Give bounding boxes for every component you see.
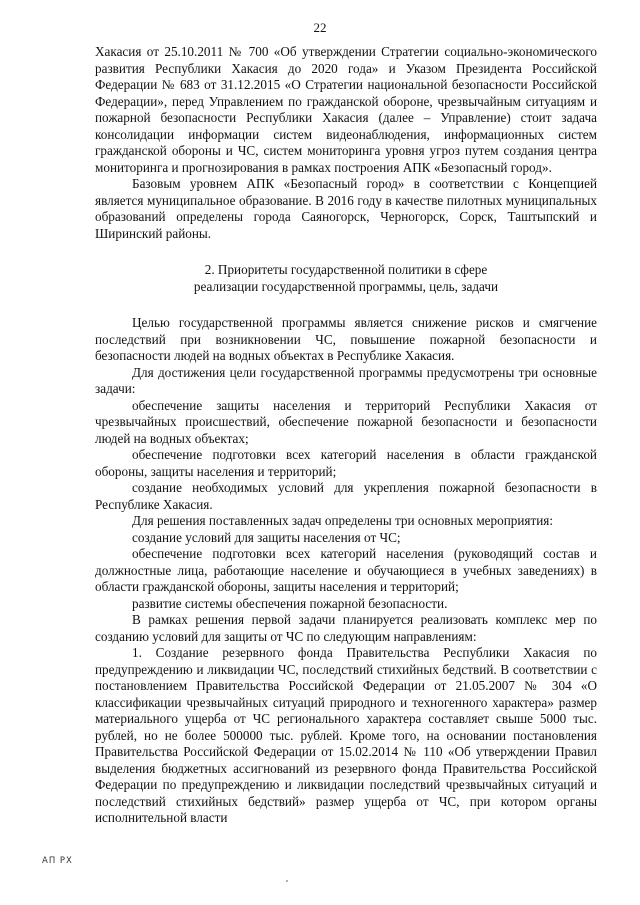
paragraph: Для решения поставленных задач определены три основных мероприятия: (132, 513, 554, 528)
list-item: обеспечение подготовки всех категорий населения в области гражданской обороны, защиты населения и территорий; (95, 447, 597, 479)
list-item: развитие системы обеспечения пожарной безопасности. (132, 595, 448, 611)
page-number: 22 (313, 20, 327, 35)
paragraph: Хакасия от 25.10.2011 № 700 «Об утверждении Стратегии социально-экономического развития Республики Хакасия до 2020 года» и Указом Президента Российской Федерации № 683 от 31.12.2015 «О Стратегии национальной безопасности Российской Федерации», перед Управлением по гражданской обороне, чрезвычайным ситуациям и пожарной безопасности Республики Хакасия (далее – Управление) стоит задача консолидации информации систем видеонаблюдения, информационных систем гражданской обороны и ЧС, систем мониторинга уровня угроз путем создания центра мониторинга и прогнозирования в рамках построения АПК «Безопасный город». (95, 44, 597, 175)
paragraph: Базовым уровнем АПК «Безопасный город» в соответствии с Концепцией является муниципальное образование. В 2016 году в качестве пилотных муниципальных образований определены города Саяногорск, Черногорск, Сорск, Таштыпский и Ширинский районы. (95, 176, 597, 241)
section-heading-line-1: 2. Приоритеты государственной политики в сфере (204, 262, 488, 277)
paragraph: В рамках решения первой задачи планируется реализовать комплекс мер по созданию условий для защиты от ЧС по следующим направлениям: (95, 612, 597, 644)
footer-mark: АП РХ (42, 856, 73, 866)
document-body (95, 44, 597, 827)
list-item: обеспечение защиты населения и территорий Республики Хакасия от чрезвычайных происшествий, обеспечение пожарной безопасности и безопасности людей на водных объектах; (95, 397, 597, 446)
paragraph: Целью государственной программы является снижение рисков и смягчение последствий при возникновении ЧС, повышение пожарной безопасности и безопасности людей на водных объектах в Республике Хакасия. (95, 315, 597, 363)
paragraph: 1. Создание резервного фонда Правительства Республики Хакасия по предупреждению и ликвидации ЧС, последствий стихийных бедствий. В соответствии с постановлением Правительства Российской Федерации от 21.05.2007 № 304 «О классификации чрезвычайных ситуаций природного и техногенного характера» размер материального ущерба от ЧС регионального характера составляет свыше 5000 тыс. рублей, но не более 500000 тыс. рублей. Кроме того, на основании постановления Правительства Российской Федерации от 15.02.2014 № 110 «Об утверждении Правил выделения бюджетных ассигнований из резервного фонда Правительства Российской Федерации по предупреждению и ликвидации последствий чрезвычайных ситуаций и последствий стихийных бедствий» размер ущерба от ЧС, при котором органы исполнительной власти (95, 645, 597, 825)
list-item: создание необходимых условий для укрепления пожарной безопасности в Республике Хакасия. (95, 480, 597, 512)
section-heading-line-2: реализации государственной программы, цель, задачи (193, 278, 499, 294)
section-heading (95, 262, 597, 295)
scan-speck (286, 880, 288, 882)
list-item: обеспечение подготовки всех категорий населения (руководящий состав и должностные лица, работающие население и обучающиеся в учебных заведениях) в области гражданской обороны, защиты населения и территорий; (95, 546, 597, 594)
list-item: создание условий для защиты населения от ЧС; (132, 529, 401, 545)
paragraph: Для достижения цели государственной программы предусмотрены три основные задачи: (95, 364, 597, 396)
